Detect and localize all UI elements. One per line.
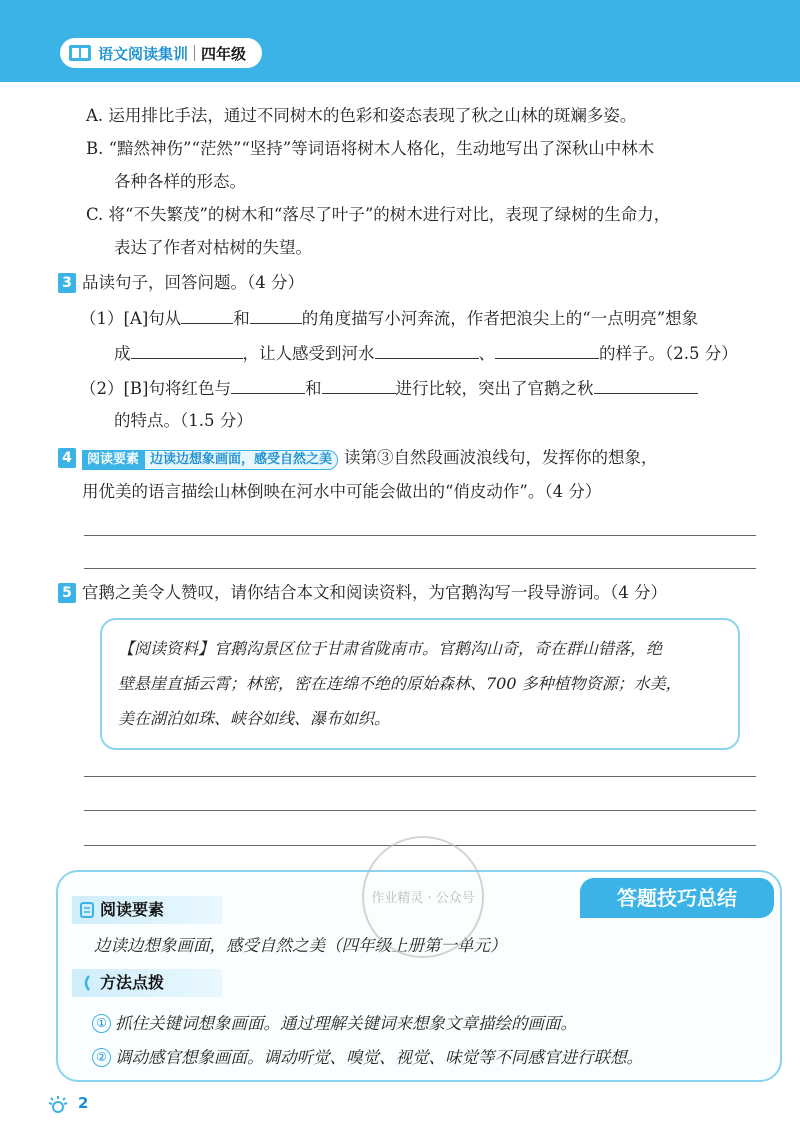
text: 进行比较，突出了官鹅之秋 [395, 379, 594, 398]
question-4-stem-line2: 用优美的语言描绘山林倒映在河水中可能会做出的“俏皮动作”。（4 分） [82, 482, 602, 501]
answer-blank[interactable] [322, 376, 396, 394]
question-number: 3 [58, 273, 76, 293]
question-3-part1-line1 [80, 306, 698, 331]
question-3-stem [58, 271, 304, 295]
option-b-line1: B. “黯然神伤”“茫然”“坚持”等词语将树木人格化，生动地写出了深秋山中林木 [86, 139, 655, 158]
tips-banner: 答题技巧总结 [580, 878, 774, 918]
text: 和 [233, 309, 250, 328]
answer-blank[interactable] [250, 306, 302, 324]
option-b-line2: 各种各样的形态。 [114, 172, 246, 191]
reading-material-line: 【阅读资料】官鹅沟景区位于甘肃省陇南市。官鹅沟山奇，奇在群山错落，绝 [118, 639, 663, 658]
divider [194, 45, 195, 61]
method-text: 调动感官想象画面。调动听觉、嗅觉、视觉、味觉等不同感官进行联想。 [115, 1048, 643, 1067]
question-text: 官鹅之美令人赞叹，请你结合本文和阅读资料，为官鹅沟写一段导游词。（4 分） [82, 583, 667, 602]
reading-material-line: 美在湖泊如珠、峡谷如线、瀑布如织。 [118, 709, 391, 728]
answer-line[interactable] [84, 776, 756, 777]
reading-element-text: 边读边想象画面，感受自然之美（四年级上册第一单元） [94, 936, 507, 955]
method-heading [72, 969, 222, 997]
sun-icon [46, 1093, 70, 1117]
method-item-1 [92, 1012, 577, 1036]
question-number: 4 [58, 448, 76, 468]
method-item-2 [92, 1046, 643, 1070]
option-c-line2: 表达了作者对枯树的失望。 [114, 238, 312, 257]
answer-line[interactable] [84, 535, 756, 536]
series-title: 语文阅读集训 [98, 44, 189, 63]
question-text: 读第③自然段画波浪线句，发挥你的想象， [344, 448, 658, 467]
heading-text: 方法点拨 [100, 973, 165, 992]
answer-line[interactable] [84, 810, 756, 811]
reading-material-line: 壁悬崖直插云霄；林密，密在连绵不绝的原始森林、700 多种植物资源；水美， [118, 674, 682, 693]
answer-blank[interactable] [594, 376, 698, 394]
series-badge [60, 38, 262, 68]
question-3-part2-line1 [80, 376, 698, 401]
book-icon [68, 43, 92, 63]
text: （1）[A]句从 [80, 309, 182, 328]
reading-element-desc: 边读边想象画面，感受自然之美 [144, 450, 338, 470]
watermark-text: 作业精灵 · 公众号 [371, 891, 475, 906]
question-text: 品读句子，回答问题。（4 分） [82, 273, 304, 292]
answer-blank[interactable] [131, 341, 243, 359]
question-number: 5 [58, 583, 76, 603]
text: ，让人感受到河水 [242, 344, 375, 363]
question-3-part2-line2: 的特点。（1.5 分） [114, 411, 253, 430]
text: 的样子。（2.5 分） [599, 344, 738, 363]
reading-element-heading [72, 896, 222, 924]
text: （2）[B]句将红色与 [80, 379, 231, 398]
answer-blank[interactable] [231, 376, 305, 394]
text: 和 [305, 379, 322, 398]
method-text: 抓住关键词想象画面。通过理解关键词来想象文章描绘的画面。 [115, 1014, 577, 1033]
text: 成 [114, 344, 131, 363]
heading-text: 阅读要素 [100, 900, 165, 919]
page-number: 2 [78, 1094, 89, 1112]
question-4-stem [58, 446, 658, 470]
question-5-stem [58, 581, 667, 605]
grade-label: 四年级 [201, 44, 247, 63]
document-icon [80, 902, 94, 918]
answer-blank[interactable] [495, 341, 599, 359]
answer-blank[interactable] [375, 341, 479, 359]
answer-line[interactable] [84, 568, 756, 569]
question-3-part1-line2 [114, 341, 738, 366]
answer-blank[interactable] [181, 306, 233, 324]
option-a: A. 运用排比手法，通过不同树木的色彩和姿态表现了秋之山林的斑斓多姿。 [86, 106, 637, 125]
text: 的角度描写小河奔流，作者把浪尖上的“一点明亮”想象 [301, 309, 699, 328]
item-number: ② [92, 1048, 111, 1067]
item-number: ① [92, 1014, 111, 1033]
text: 、 [478, 344, 495, 363]
option-c-line1: C. 将“不失繁茂”的树木和“落尽了叶子”的树木进行对比，表现了绿树的生命力， [86, 205, 671, 224]
watermark-stamp [356, 830, 490, 964]
reading-element-tag: 阅读要素 [82, 450, 144, 470]
bracket-icon [80, 975, 94, 991]
